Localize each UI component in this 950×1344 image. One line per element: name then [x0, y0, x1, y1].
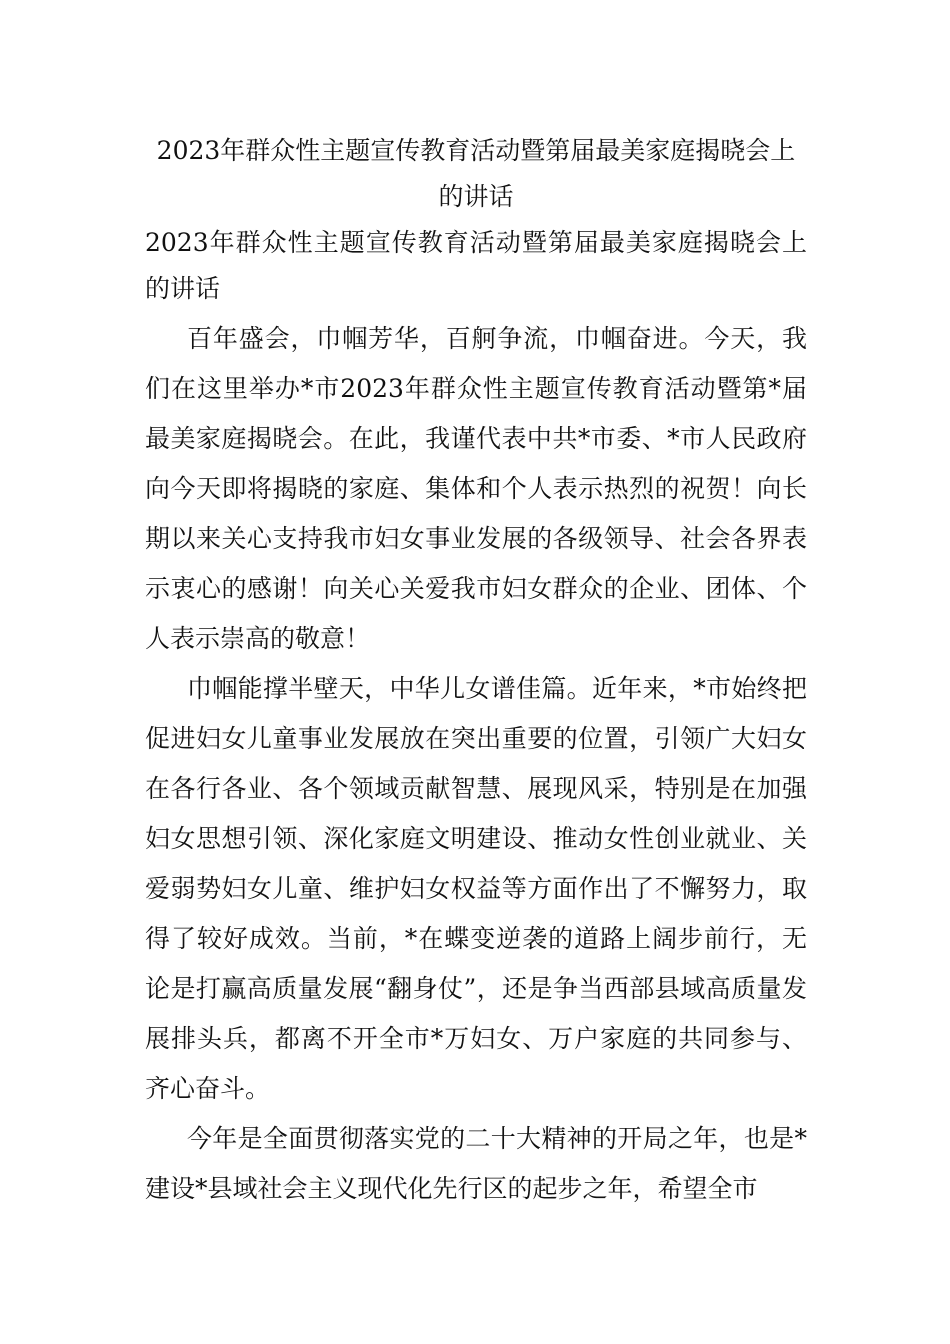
document-subtitle: 2023年群众性主题宣传教育活动暨第届最美家庭揭晓会上的讲话 [145, 228, 807, 303]
paragraph-1: 百年盛会，巾帼芳华，百舸争流，巾帼奋进。今天，我们在这里举办*市2023年群众性主题宣传教育活动暨第*届最美家庭揭晓会。在此，我谨代表中共*市委、*市人民政府向今天即将揭晓的家庭、集体和个人表示热烈的祝贺！向长期以来关心支持我市妇女事业发展的各级领导、社会各界表示衷心的感谢！向关心关爱我市妇女群众的企业、团体、个人表示崇高的敬意！ [145, 324, 807, 653]
document-page [145, 128, 807, 1214]
paragraph-3: 今年是全面贯彻落实党的二十大精神的开局之年，也是*建设*县域社会主义现代化先行区的起步之年，希望全市 [145, 1124, 807, 1203]
document-title: 2023年群众性主题宣传教育活动暨第届最美家庭揭晓会上的讲话 [156, 136, 796, 211]
paragraph-2: 巾帼能撑半壁天，中华儿女谱佳篇。近年来，*市始终把促进妇女儿童事业发展放在突出重要的位置，引领广大妇女在各行各业、各个领域贡献智慧、展现风采，特别是在加强妇女思想引领、深化家庭文明建设、推动女性创业就业、关爱弱势妇女儿童、维护妇女权益等方面作出了不懈努力，取得了较好成效。当前，*在蝶变逆袭的道路上阔步前行，无论是打赢高质量发展“翻身仗”，还是争当西部县域高质量发展排头兵，都离不开全市*万妇女、万户家庭的共同参与、齐心奋斗。 [145, 674, 807, 1103]
